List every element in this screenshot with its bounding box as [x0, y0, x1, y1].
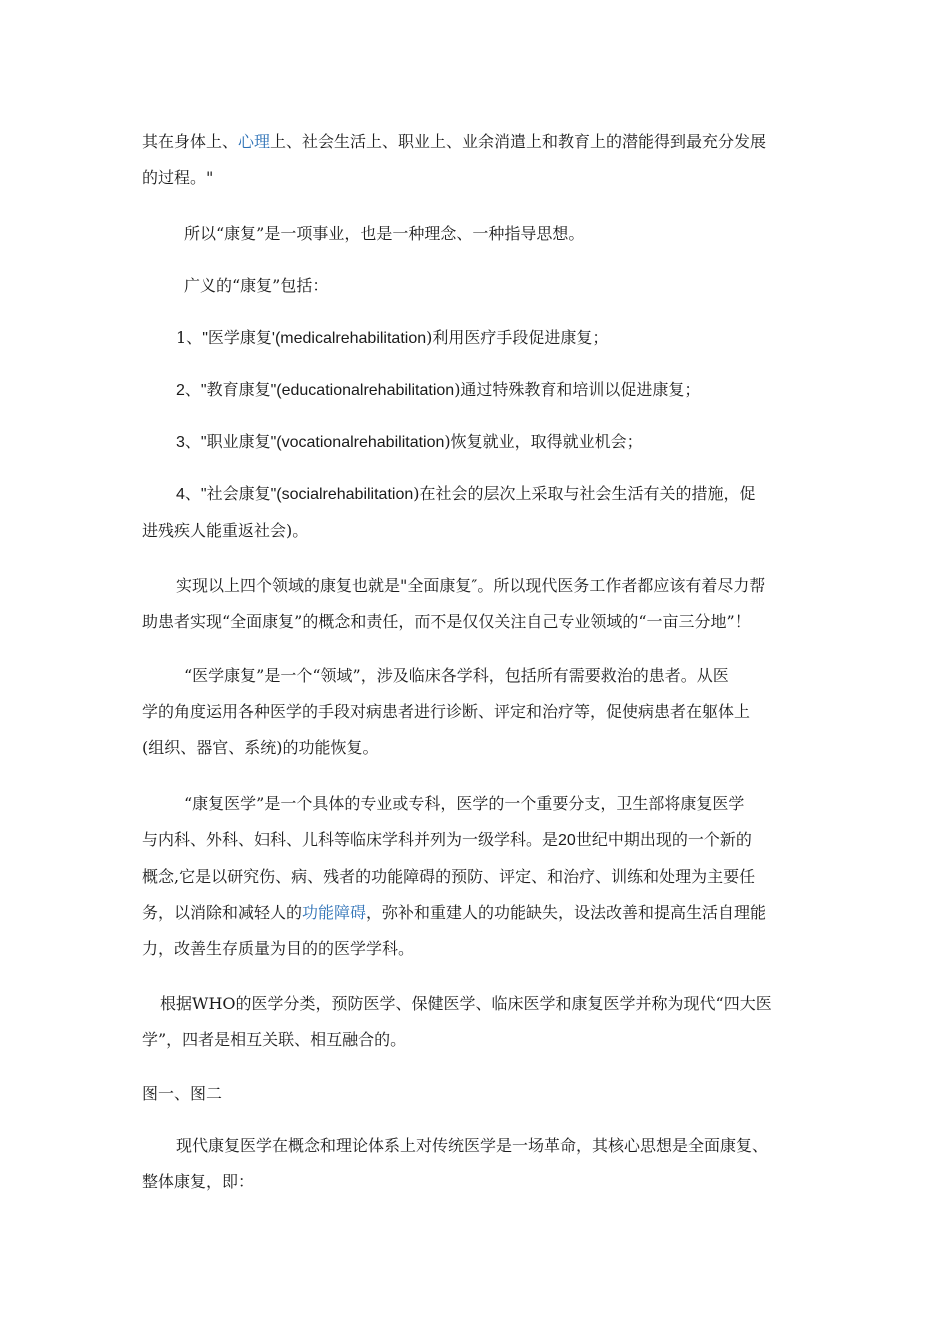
- text-line: 务，以消除和减轻人的功能障碍，弥补和重建人的功能缺失，设法改善和提高生活自理能: [142, 903, 767, 922]
- text-line: 根据WHO的医学分类，预防医学、保健医学、临床医学和康复医学并称为现代“四大医: [160, 994, 772, 1013]
- list-item-medical-rehab: 1、"医学康复'(medicalrehabilitation)利用医疗手段促进康复；: [176, 328, 609, 347]
- list-item-social-rehab: [142, 476, 810, 549]
- paragraph-rehab-definition: 所以“康复”是一项事业，也是一种理念、一种指导思想。: [184, 224, 585, 243]
- text-line: 学的角度运用各种医学的手段对病患者进行诊断、评定和治疗等，促使病患者在躯体上: [142, 702, 751, 721]
- text-line: 整体康复，即：: [142, 1172, 255, 1191]
- paragraph-rehab-medicine: [142, 786, 810, 967]
- figure-caption: 图一、图二: [142, 1084, 223, 1103]
- text-line: 现代康复医学在概念和理论体系上对传统医学是一场革命，其核心思想是全面康复、: [176, 1136, 769, 1155]
- text-line: 学”，四者是相互关联、相互融合的。: [142, 1030, 407, 1049]
- paragraph-who-classification: [142, 986, 810, 1058]
- paragraph-medical-rehab-field: [142, 658, 810, 766]
- paragraph-broad-rehab: 广义的“康复”包括：: [184, 276, 329, 295]
- text-line: 力，改善生存质量为目的的医学学科。: [142, 939, 415, 958]
- text-line: 4、"社会康复"(socialrehabilitation)在社会的层次上采取与社会生活有关的措施，促: [176, 484, 756, 503]
- text-line: “康复医学”是一个具体的专业或专科，医学的一个重要分支，卫生部将康复医学: [184, 794, 745, 813]
- text-line: 与内科、外科、妇科、儿科等临床学科并列为一级学科。是20世纪中期出现的一个新的: [142, 830, 752, 849]
- paragraph-potential: [142, 124, 810, 196]
- text-line: 概念,它是以研究伤、病、残者的功能障碍的预防、评定、和治疗、训练和处理为主要任: [142, 867, 756, 886]
- text-line: 进残疾人能重返社会)。: [142, 521, 309, 540]
- paragraph-modern-rehab: [142, 1128, 810, 1200]
- text-line: 实现以上四个领域的康复也就是"全面康复″。所以现代医务工作者都应该有着尽力帮: [176, 576, 766, 595]
- text-line: 助患者实现“全面康复”的概念和责任，而不是仅仅关注自己专业领域的“一亩三分地”！: [142, 612, 751, 631]
- list-item-educational-rehab: 2、"教育康复"(educationalrehabilitation)通过特殊教育和培训以促进康复；: [176, 380, 701, 399]
- text-line: “医学康复”是一个“领域”，涉及临床各学科，包括所有需要救治的患者。从医: [184, 666, 729, 685]
- link-functional-impairment[interactable]: 功能障碍: [302, 903, 367, 922]
- text-line: 的过程。": [142, 168, 214, 187]
- paragraph-full-rehab: [142, 568, 810, 640]
- link-psychology[interactable]: 心理: [238, 132, 271, 151]
- text-line: 其在身体上、心理上、社会生活上、职业上、业余消遣上和教育上的潜能得到最充分发展: [142, 132, 767, 151]
- list-item-vocational-rehab: 3、"职业康复"(vocationalrehabilitation)恢复就业，取得就业机会；: [176, 432, 643, 451]
- text-line: (组织、器官、系统)的功能恢复。: [142, 738, 379, 757]
